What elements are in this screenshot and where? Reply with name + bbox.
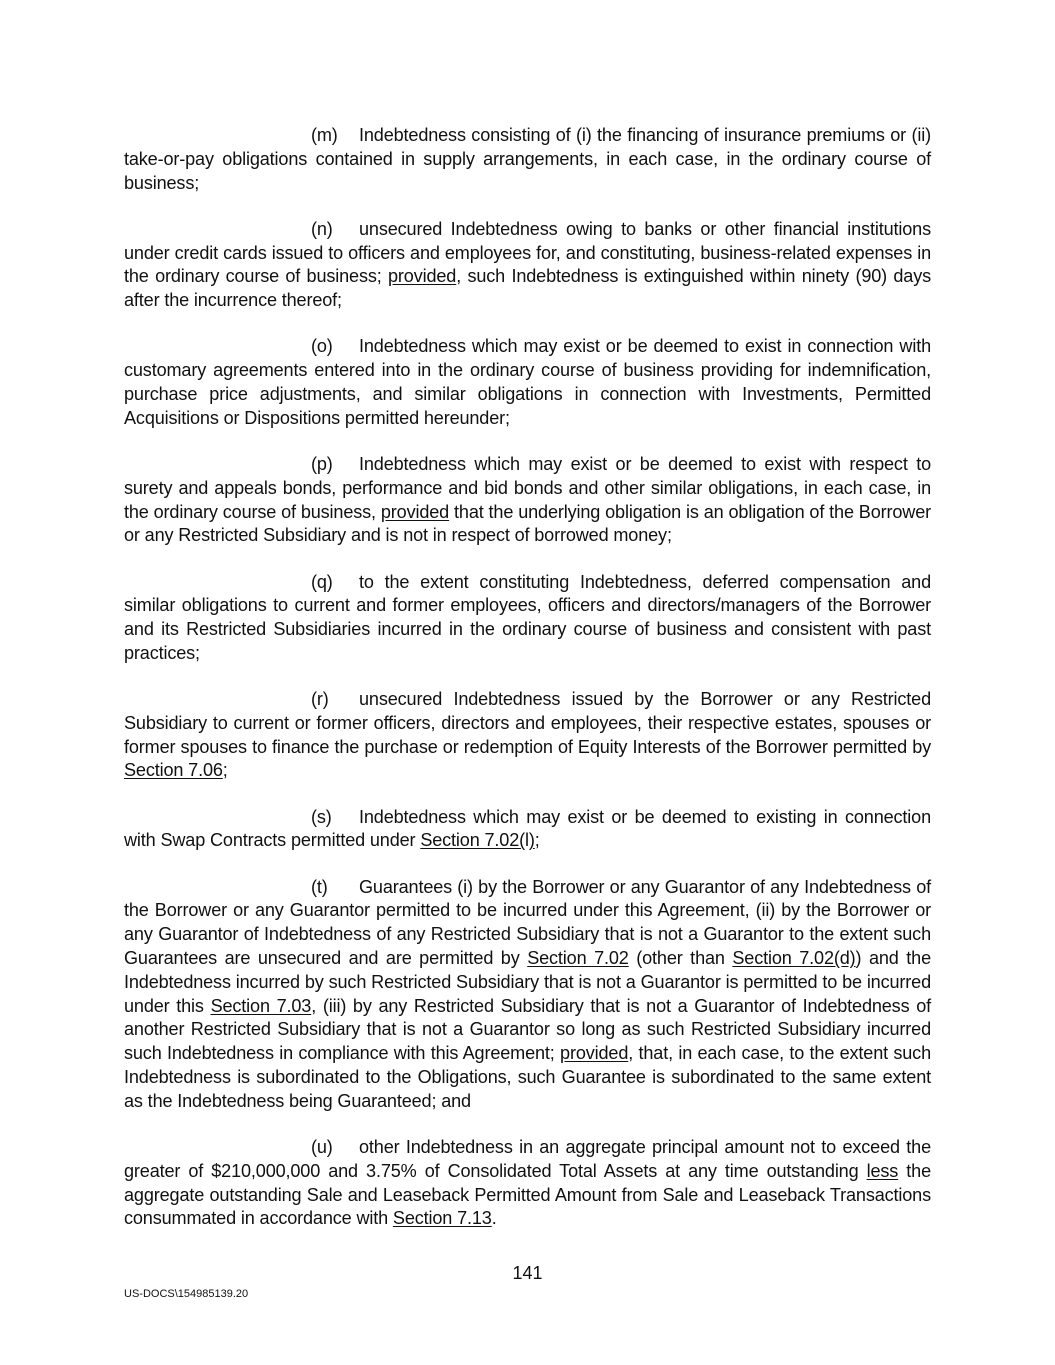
underlined-term: less <box>866 1160 899 1181</box>
paragraph-o: (o) Indebtedness which may exist or be deemed to exist in connection with customary agreements entered into in the ordinary course of business providing for indemnification, purchase price adjustments, and similar obligations in connection with Investments, Permitted Acquisitions or Dispositions permitted hereunder; <box>124 336 931 428</box>
paragraph-s: (s) Indebtedness which may exist or be deemed to existing in connection with Swap Contracts permitted under Section 7.02(l); <box>124 806 931 851</box>
section-reference: Section 7.02(d) <box>732 948 856 969</box>
paragraph-q: (q) to the extent constituting Indebtedness, deferred compensation and similar obligations to current and former employees, officers and directors/managers of the Borrower and its Restricted Subsidiaries incurred in the ordinary course of business and consistent with past practices; <box>124 571 931 663</box>
paragraph-m: (m) Indebtedness consisting of (i) the financing of insurance premiums or (ii) take-or-pay obligations contained in supply arrangements, in each case, in the ordinary course of business; <box>124 125 931 193</box>
page-number: 141 <box>512 1263 543 1283</box>
section-reference: Section 7.03 <box>210 995 312 1016</box>
clause-marker: (p) <box>311 453 333 474</box>
clause-marker: (o) <box>311 336 333 357</box>
paragraph-t: (t) Guarantees (i) by the Borrower or any Guarantor of any Indebtedness of the Borrower or any Guarantor permitted to be incurred under this Agreement, (ii) by the Borrower or any Guarantor of Indebtedness of any Restricted Subsidiary that is not a Guarantor to the extent such Guarantees are unsecured and are permitted by Section 7.02 (other than Section 7.02(d)) and the Indebtedness incurred by such Restricted Subsidiary that is not a Guarantor is permitted to be incurred under this Section 7.03, (iii) by any Restricted Subsidiary that is not a Guarantor of Indebtedness of another Restricted Subsidiary that is not a Guarantor so long as such Restricted Subsidiary incurred such Indebtedness in compliance with this Agreement; provided, that, in each case, to the extent such Indebtedness is subordinated to the Obligations, such Guarantee is subordinated to the same extent as the Indebtedness being Guaranteed; and <box>124 876 931 1111</box>
document-id: US-DOCS\154985139.20 <box>124 1288 249 1300</box>
clause-marker: (r) <box>311 689 329 710</box>
section-reference: Section 7.02 <box>527 948 629 969</box>
paragraph-u: (u) other Indebtedness in an aggregate principal amount not to exceed the greater of $210,000,000 and 3.75% of Consolidated Total Assets at any time outstanding less the aggregate outstanding Sale and Leaseback Permitted Amount from Sale and Leaseback Transactions consummated in accordance with Section 7.13. <box>124 1137 931 1229</box>
section-reference: Section 7.13 <box>392 1208 492 1229</box>
paragraph-n: (n) unsecured Indebtedness owing to banks or other financial institutions under credit cards issued to officers and employees for, and constituting, business-related expenses in the ordinary course of business; provided, such Indebtedness is extinguished within ninety (90) days after the incurrence thereof; <box>124 218 932 311</box>
section-reference: Section 7.06 <box>124 760 223 781</box>
underlined-term: provided <box>560 1043 629 1064</box>
page-body <box>124 124 931 1254</box>
underlined-term: provided <box>380 501 450 522</box>
paragraph-p: (p) Indebtedness which may exist or be deemed to exist with respect to surety and appeals bonds, performance and bid bonds and other similar obligations, in each case, in the ordinary course of business, provided that the underlying obligation is an obligation of the Borrower or any Restricted Subsidiary and is not in respect of borrowed money; <box>124 453 931 546</box>
clause-marker: (m) <box>311 125 338 145</box>
underlined-term: provided <box>388 266 457 287</box>
clause-marker: (n) <box>311 218 333 239</box>
clause-marker: (t) <box>311 876 328 897</box>
clause-marker: (u) <box>311 1137 333 1158</box>
section-reference: Section 7.02(l) <box>420 830 535 851</box>
paragraph-r: (r) unsecured Indebtedness issued by the Borrower or any Restricted Subsidiary to current or former officers, directors and employees, their respective estates, spouses or former spouses to finance the purchase or redemption of Equity Interests of the Borrower permitted by Section 7.06; <box>124 689 931 781</box>
clause-marker: (s) <box>311 806 332 827</box>
clause-marker: (q) <box>311 571 333 592</box>
